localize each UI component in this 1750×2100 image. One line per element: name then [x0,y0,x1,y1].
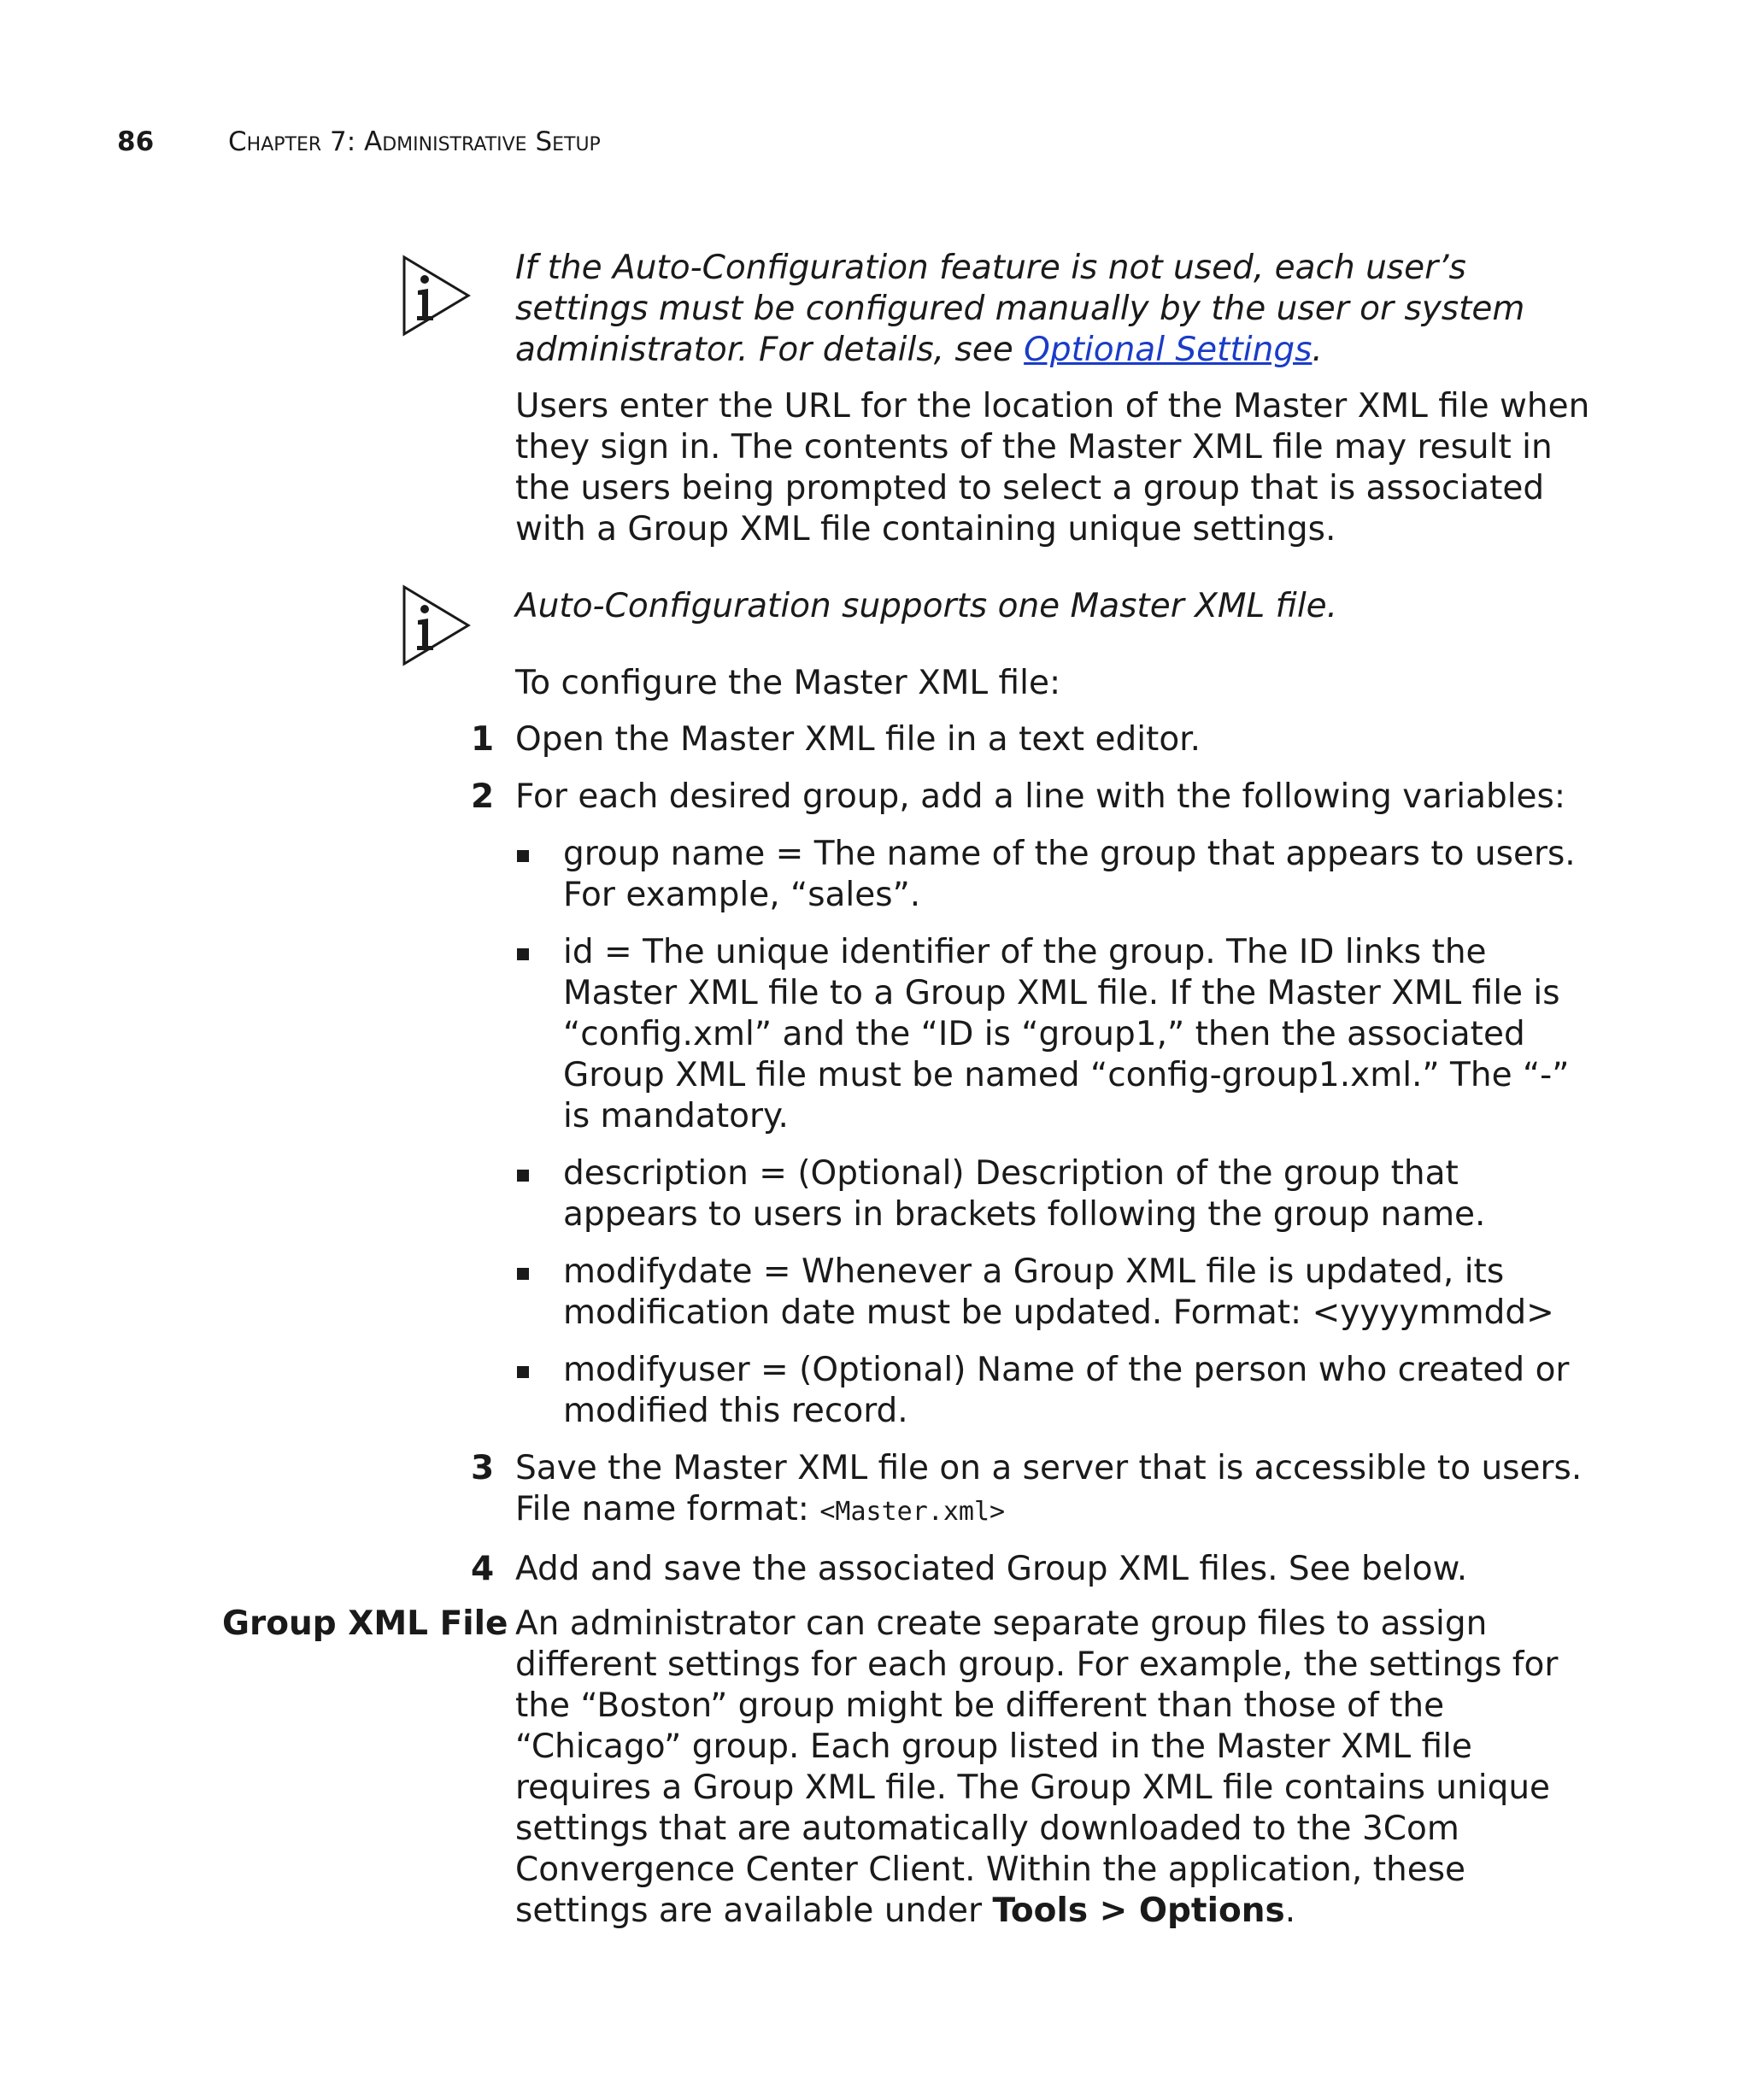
step-text: Save the Master XML file on a server that is accessible to users. [515,1449,1583,1487]
section-heading: Group XML File [222,1604,508,1643]
step-number: 1 [471,720,495,759]
step-text: For each desired group, add a line with the following variables: [515,777,1566,816]
info-icon [402,584,472,666]
bullet-icon [517,1170,529,1182]
bullet-icon [517,1268,529,1280]
page-header [117,125,601,159]
step-1 [471,719,1592,760]
info-icon [402,255,472,337]
bullet-icon [517,850,529,862]
bullet-icon [517,1366,529,1378]
list-item: modifyuser = (Optional) Name of the person who created or modified this record. [515,1350,1592,1432]
step-2 [471,777,1592,1432]
users-enter-paragraph: Users enter the URL for the location of the Master XML file when they sign in. The contents of the Master XML file may result in the users being prompted to select a group that is associated with a Group XML file containing unique settings. [515,387,1590,548]
list-item: id = The unique identifier of the group. The ID links the Master XML file to a Group XML file. If the Master XML file is “config.xml” and the “ID is “group1,” then the associated Group XML file must be named “config-group1.xml.” The “-” is mandatory. [515,932,1592,1137]
step-4 [471,1549,1592,1590]
optional-settings-link[interactable]: Optional Settings [1024,331,1312,369]
step-number: 3 [471,1449,495,1487]
note-one-master [515,586,1592,627]
list-item: modifydate = Whenever a Group XML file is updated, its modification date must be updated. Format: <yyyymmdd> [515,1252,1592,1334]
section-body: An administrator can create separate group files to assign different settings for each group. For example, the settings for the “Boston” group might be different than those of the “Chicago” group. Each group listed in the Master XML file requires a Group XML file. The Group XML file contains unique settings that are automatically downloaded to the 3Com Convergence Center Client. Within the application, these settings are available under Tools > Options. [515,1604,1559,1930]
page-number: 86 [117,126,155,157]
list-item: group name = The name of the group that appears to users. For example, “sales”. [515,834,1592,916]
steps-list [471,719,1592,1590]
file-format-code: <Master.xml> [819,1497,1006,1527]
bullet-icon [517,948,529,960]
step-text: Add and save the associated Group XML files. See below. [515,1550,1468,1588]
step-3 [471,1448,1592,1533]
step-text: Open the Master XML file in a text editor. [515,720,1201,759]
menu-path: Tools > Options [992,1892,1285,1930]
note-text: If the Auto-Configuration feature is not used, each user’s settings must be configured manually by the user or system administrator. For details, see Optional Settings. [515,249,1525,369]
note-auto-config [515,248,1592,371]
chapter-title: Chapter 7: Administrative Setup [228,126,601,157]
step-number: 2 [471,777,495,816]
step-number: 4 [471,1550,495,1588]
main-content [471,248,1592,1590]
note-text: Auto-Configuration supports one Master XML file. [515,587,1338,625]
variables-list [515,834,1592,1432]
intro-text: To configure the Master XML file: [515,664,1061,702]
list-item: description = (Optional) Description of the group that appears to users in brackets following the group name. [515,1153,1592,1235]
file-format-label: File name format: [515,1490,820,1528]
